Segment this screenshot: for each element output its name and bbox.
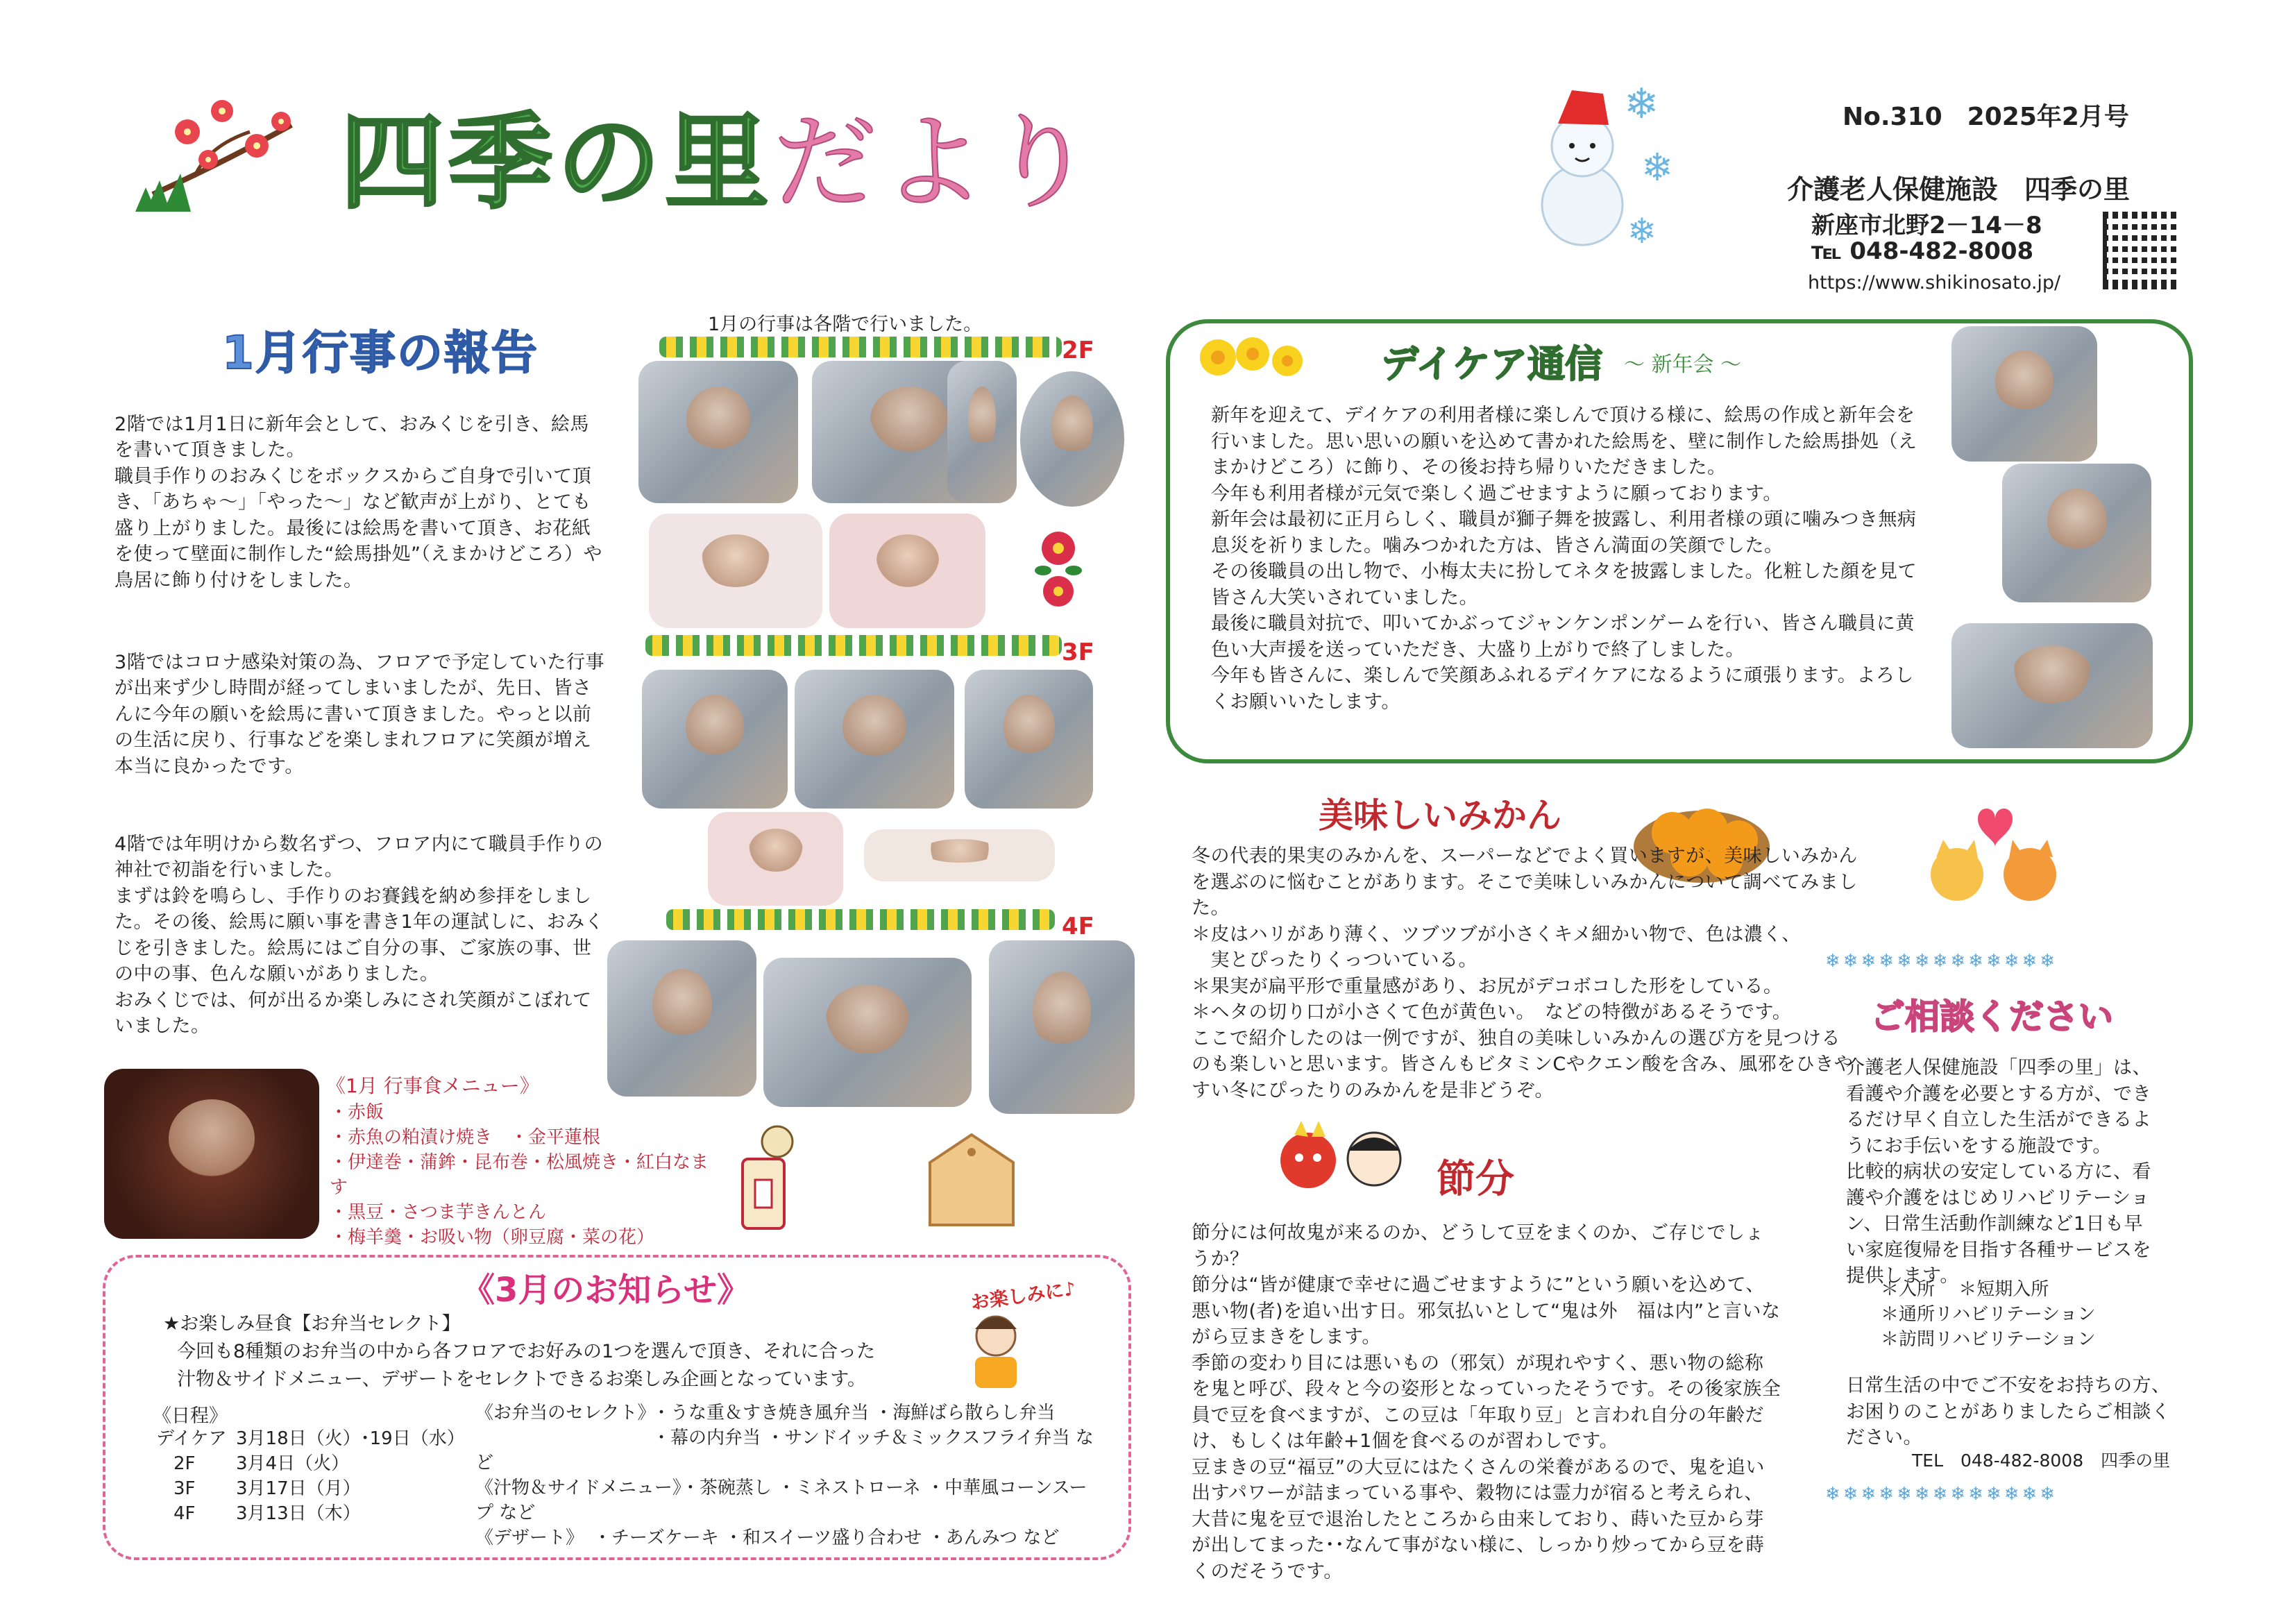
bento-label: 《お弁当のセレクト》: [475, 1403, 656, 1423]
menu-item: ・赤魚の粕漬け焼き ・金平蓮根: [330, 1127, 601, 1148]
leaf-border: [659, 337, 1062, 357]
schedule-list: [156, 1426, 475, 1526]
svg-text:❄: ❄: [1624, 80, 1659, 128]
event-photo: [607, 940, 756, 1097]
leaf-border: [645, 635, 1062, 656]
menu-item: ・赤飯: [330, 1102, 384, 1123]
bento-options: ・幕の内弁当 ・サンドイッチ＆ミックスフライ弁当 など: [475, 1428, 1094, 1473]
events-heading: 1月行事の報告: [222, 326, 539, 380]
cats-illustration: [1908, 798, 2082, 916]
event-photo: [947, 361, 1017, 503]
bento-select: [475, 1401, 1100, 1550]
menu-item: ・梅羊羹・お吸い物（卵豆腐・菜の花）: [330, 1227, 655, 1248]
svg-text:❄: ❄: [1627, 211, 1657, 250]
soup-label: 《汁物＆サイドメニュー》: [475, 1478, 681, 1498]
lunch-description: 汁物＆サイドメニュー、デザートをセレクトできるお楽しみ企画となっています。: [177, 1369, 867, 1390]
schedule-row: 2F 3月4日（火）: [173, 1453, 350, 1474]
floor-label-3f: 3F: [1062, 638, 1094, 666]
schedule-row: デイケア 3月18日（火）･19日（水）: [156, 1428, 465, 1449]
ema-illustration: [923, 1128, 1020, 1232]
soup-options: ・茶碗蒸し ・ミネストローネ ・中華風コーンスープ など: [475, 1478, 1087, 1523]
svg-text:❄: ❄: [1641, 145, 1674, 189]
service-item: ＊通所リハビリテーション: [1881, 1304, 2096, 1325]
photos-caption: 1月の行事は各階で行いました。: [708, 314, 983, 335]
newsletter-title: [340, 104, 1098, 222]
event-photo: [989, 940, 1135, 1114]
march-notice-title: 《3月のお知らせ》: [461, 1271, 750, 1310]
ema-wall-photo: [649, 514, 822, 628]
setsubun-heading: 節分: [1437, 1157, 1514, 1202]
events-text-4f: 4階では年明けから数名ずつ、フロア内にて職員手作りの神社で初詣を行いました。 まずは鈴を鳴らし、手作りのお賽銭を納め参拝をしました。その後、絵馬に願い事を書き1年の運試しに、おみくじを引きました。絵馬にはご自分の事、ご家族の事、世の中の事、色んな願いがありました。 おみくじでは、何が出るか楽しみにされ笑顔がこぼれていました。: [115, 833, 604, 1037]
plum-blossom-illustration: [132, 83, 305, 215]
event-photo: [638, 361, 798, 503]
events-text-3f: 3階ではコロナ感染対策の為、フロアで予定していた行事が出来ず少し時間が経ってしまいましたが、先日、皆さんに今年の願いを絵馬に書いて頂きました。やっと以前の生活に戻り、行事などを楽しまれフロアに笑顔が増え本当に良かったです。: [115, 651, 604, 777]
ema-photo: [864, 829, 1055, 881]
service-list: [1881, 1277, 2096, 1352]
event-photo: [965, 670, 1093, 809]
event-photo: [795, 670, 954, 809]
issue-number: No.310 2025年2月号: [1843, 103, 2129, 131]
floor-label-4f: 4F: [1062, 913, 1094, 940]
snowflake-border: ❄︎❄︎❄︎❄︎❄︎❄︎❄︎❄︎❄︎❄︎❄︎❄︎❄︎: [1825, 1485, 2058, 1503]
daycare-photo: [1951, 326, 2097, 462]
fun-badge: お楽しみに♪: [969, 1278, 1078, 1314]
title-shiki-no-sato: 四季の里: [340, 103, 774, 223]
facility-tel: ℡ 048-482-8008: [1811, 237, 2034, 265]
event-photo: [763, 958, 972, 1107]
consult-footer: TEL 048-482-8008 四季の里: [1912, 1450, 2171, 1471]
bento-options: ・うな重＆すき焼き風弁当 ・海鮮ばら散らし弁当: [652, 1403, 1056, 1423]
facility-url[interactable]: https://www.shikinosato.jp/: [1808, 272, 2061, 294]
daycare-text: 新年を迎えて、デイケアの利用者様に楽しんで頂ける様に、絵馬の作成と新年会を行いました。思い思いの願いを込めて書かれた絵馬を、壁に制作した絵馬掛処（えまかけどころ）に飾り、その後お持ち帰りいただきました。 今年も利用者様が元気で楽しく過ごせますように願っております。 新年会は最初に正月らしく、職員が獅子舞を披露し、利用者様の頭に噛みつき無病息災を祈りました。噛みつかれた方は、皆さん満面の笑顔でした。 その後職員の出し物で、小梅太夫に扮してネタを披露しました。化粧した顔を見て皆さん大笑いされていました。 最後に職員対抗で、叩いてかぶってジャンケンポンゲームを行い、皆さん職員に黄色い大声援を送っていただき、大盛り上がりで終了しました。 今年も皆さんに、楽しんで笑顔あふれるデイケアになるように頑張ります。よろしくお願いいたします。: [1211, 405, 1917, 713]
floor-label-2f: 2F: [1062, 337, 1094, 364]
service-item: ＊入所 ＊短期入所: [1881, 1279, 2049, 1300]
facility-name: 介護老人保健施設 四季の里: [1787, 174, 2131, 205]
title-dayori: だより: [773, 103, 1099, 223]
leaf-border: [666, 909, 1055, 930]
schedule-row: 4F 3月13日（木）: [173, 1503, 361, 1524]
mikan-text: 冬の代表的果実のみかんを、スーパーなどでよく買いますが、美味しいみかんを選ぶのに悩むことがあります。そこで美味しいみかんについて調べてみました。 ＊皮はハリがあり薄く、ツブツブが小さくキメ細かい物で、色は濃く、 実とぴったりくっついている。 ＊果実が扁平形で重量感があり、お尻がデコボコした形をしている。 ＊ヘタの切り口が小さくて色が黄色い。 などの特徴があるそうです。 ここで紹介したのは一例ですが、独自の美味しいみかんの選び方を見つけるのも楽しいと思います。皆さんもビタミンCやクエン酸を含み、風邪をひきやすい冬にぴったりのみかんを是非どうぞ。: [1192, 845, 1858, 1101]
camellia-illustration: [1031, 527, 1086, 618]
chef-illustration: [958, 1308, 1034, 1388]
event-photo: [1020, 371, 1124, 507]
omikuji-illustration: [729, 1121, 812, 1235]
consult-text: 介護老人保健施設「四季の里」は、看護や介護を必要とする方が、できるだけ早く自立した生活ができるようにお手伝いをする施設です。 比較的病状の安定している方に、看護や介護をはじめリハビリテーション、日常生活動作訓練など1日も早い家庭復帰を目指す各種サービスを提供します。: [1846, 1057, 2151, 1287]
daycare-subheading: ～ 新年会 ～: [1624, 353, 1742, 377]
consult-closing: 日常生活の中でご不安をお持ちの方、お困りのことがありましたらご相談ください。: [1846, 1375, 2171, 1448]
menu-item: ・黒豆・さつま芋きんとん: [330, 1202, 547, 1223]
snowman-illustration: [1506, 76, 1686, 250]
schedule-title: 《日程》: [153, 1405, 228, 1427]
menu-title: 《1月 行事食メニュー》: [326, 1074, 539, 1097]
torii-photo: [829, 514, 985, 628]
daffodil-illustration: [1194, 330, 1312, 385]
setsubun-text: 節分には何故鬼が来るのか、どうして豆をまくのか、ご存じでしょうか？ 節分は“皆が健康で幸せに過ごせますように”という願いを込めて、悪い物(者)を追い出す日。邪気払いとして“鬼は外 福は内”と言いながら豆まきをします。 季節の変わり目には悪いもの（邪気）が現れやすく、悪い物の総称を鬼と呼び、段々と今の姿形となっていったそうです。その後家族全員で豆を食べますが、この豆は「年取り豆」と言われ自分の年齢だけ、もしくは年齢+1個を食べるのが習わしです。 豆まきの豆“福豆”の大豆にはたくさんの栄養があるので、鬼を追い出すパワーが詰まっている事や、穀物には霊力が宿ると考えられ、大昔に鬼を豆で退治したところから由来しており、蒔いた豆から芽が出してまった･･なんて事がない様に、しっかり炒ってから豆を蒔くのだそうです。: [1192, 1222, 1781, 1582]
qr-code[interactable]: [2103, 212, 2180, 289]
snowflake-border: ❄︎❄︎❄︎❄︎❄︎❄︎❄︎❄︎❄︎❄︎❄︎❄︎❄︎: [1825, 952, 2058, 970]
dessert-options: ・チーズケーキ ・和スイーツ盛り合わせ ・あんみつ など: [593, 1528, 1060, 1548]
lunch-description: 今回も8種類のお弁当の中から各フロアでお好みの1つを選んで頂き、それに合った: [177, 1341, 876, 1362]
lunch-title: ★お楽しみ昼食【お弁当セレクト】: [163, 1313, 461, 1335]
service-item: ＊訪問リハビリテーション: [1881, 1329, 2096, 1350]
new-year-meal-photo: [104, 1069, 319, 1239]
daycare-heading: デイケア通信: [1381, 342, 1603, 386]
daycare-photo: [1951, 623, 2153, 748]
ema-photo: [708, 812, 843, 906]
dessert-label: 《デザート》: [475, 1528, 584, 1548]
menu-item: ・伊達巻・蒲鉾・昆布巻・松風焼き・紅白なます: [330, 1152, 709, 1198]
consult-heading: ご相談ください: [1870, 997, 2113, 1037]
schedule-row: 3F 3月17日（月）: [173, 1478, 361, 1499]
mikan-heading: 美味しいみかん: [1319, 795, 1561, 836]
menu-list: [330, 1100, 718, 1250]
events-text-2f: 2階では1月1日に新年会として、おみくじを引き、絵馬を書いて頂きました。 職員手作りのおみくじをボックスからご自身で引いて頂き、「あちゃ～」「やった～」など歓声が上がり、とても盛り上がりました。最後には絵馬を書いて頂き、お花紙を使って壁面に制作した“絵馬掛処”（えまかけどころ）や鳥居に飾り付けをしました。: [115, 413, 602, 591]
oni-illustration: [1270, 1117, 1416, 1194]
event-photo: [642, 670, 788, 809]
daycare-photo: [2002, 464, 2151, 602]
facility-address: 新座市北野2－14－8: [1811, 212, 2042, 239]
